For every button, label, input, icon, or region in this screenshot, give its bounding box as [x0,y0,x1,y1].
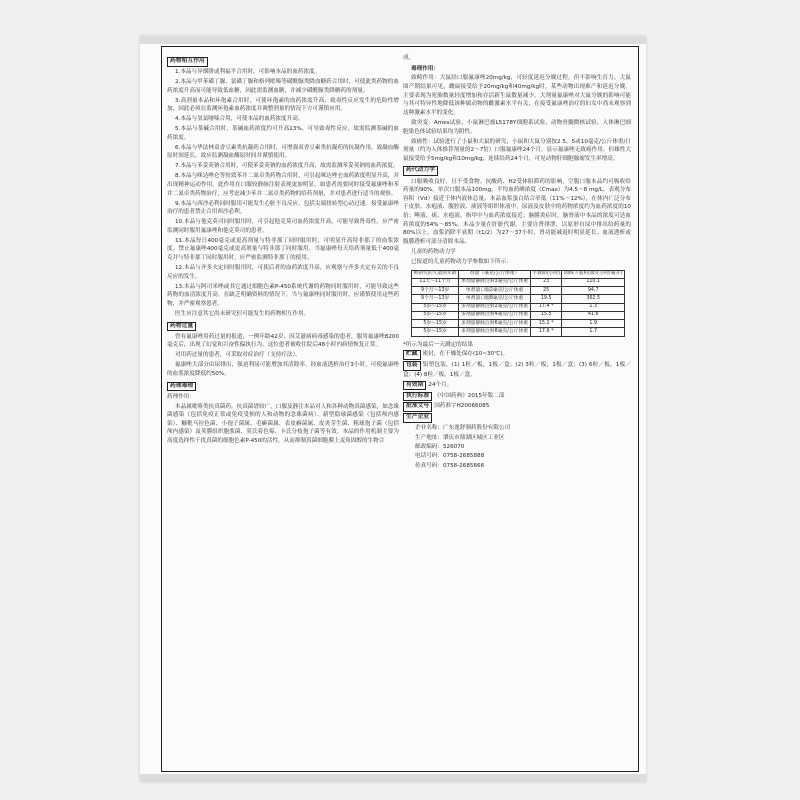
interaction-paragraph: 12.本品与齐多夫定同时服用时，可使后者的血药浓度升高，应观察与齐多夫定有关的不良反应的发生。 [167,265,399,280]
table-row [412,278,625,286]
approval-text: 国药准字H20066085 [434,403,490,410]
table-cell: 多剂量静脉注射6毫克/公斤体重 [459,320,531,328]
table-header-cell: 剂量（毫克/公斤体重） [459,270,531,278]
toxicology-section [167,382,399,392]
toxicity-paragraph: 致癌性：试验进行了小鼠和大鼠的研究，小鼠和大鼠分别按2.5、5或10毫克/公斤体重/日剂量（约为人体推荐剂量的2～7倍）口服氟康唑24个月，显示氟康唑无致癌作用。但雄性大鼠接受给予5mg/kg和10mg/kg，连续给药24个月，可见动物肝细胞腺瘤发生率增高。 [403,138,631,162]
table-cell: 110.1 [562,278,625,286]
approval-label: 批准文号 [403,402,432,412]
table-cell: 9个月～13岁 [412,287,459,295]
toxicity-paragraph: 致突变：Ames试验、小鼠淋巴瘤L5178Y细胞系试验、动物骨髓微核试验、人体淋巴细胞染色体试验结果均为阴性。 [403,119,631,135]
table-row [412,295,625,303]
table-cell: 41.6 [562,311,625,319]
interaction-paragraph: 4.本品与氢氯噻嗪合用，可使本品的血药浓度升高。 [175,116,304,123]
company-phone: 电话号码：0758-2685888 [415,453,485,460]
approval-row [403,402,631,412]
table-row [412,303,625,311]
table-cell: 5岁～15岁 [412,320,459,328]
table-row [412,328,625,336]
storage-row [403,350,631,360]
company-fax: 传真号码：0758-2685666 [415,462,485,469]
table-cell: 多剂量静脉注射8毫克/公斤体重 [459,328,531,336]
overdose-paragraph: 曾有氟康唑用药过量的报道，一例年龄42岁、因艾滋病病毒感染的患者，服用氟康唑8200毫克后，出现了幻觉和兴奋性偏执行为。这位患者被收住院后48小时内病情恢复正常。 [167,333,399,349]
manufacturer-label: 生产企业 [403,413,432,423]
table-cell: 15.2 * [530,320,561,328]
table-cell: 5岁～15岁 [412,303,459,311]
interaction-paragraph: 7.本品与苯妥英钠合用时，可使苯妥英钠的血药浓度升高，故需监测苯妥英钠的血药浓度。 [175,163,399,170]
interaction-paragraph: 医生应注意其它尚未研究但可能发生的药物相互作用。 [175,310,310,317]
storage-text: 密封，在干燥处保存(10~30℃)。 [422,351,509,358]
interaction-paragraph: 3.高剂量本品和环孢素合用时，可使环孢素的血药浓度升高，致毒性反应发生的危险性增加，因此必须在监测环孢素血药浓度并调整剂量的情况下方可谨慎应用。 [167,97,399,113]
interaction-paragraph: 13.本品与阿司米唑或其它通过细胞色素P-450系统代谢的药物同时服用时，可能导致这些药物的血清浓度升高。在缺乏明确资料的情况下，当与氟康唑同时服用时，应谨慎使用这些药物，并严密观察患者。 [167,283,399,307]
company-address: 生产地址：肇庆市鼎湖区城区工业区 [415,434,505,441]
table-body [412,278,625,336]
toxicity-list [403,74,631,163]
table-cell: 多剂量静脉注射2毫克/公斤体重 [459,303,531,311]
table-row [412,287,625,295]
right-column [403,54,631,471]
interaction-paragraph: 1.本品与异烟肼或利福平合用时，可影响本品的血药浓度。 [175,69,321,76]
pediatric-title: 儿童的药物动力学 [411,249,456,256]
table-cell: 11天～11个月 [412,278,459,286]
validity-row [403,381,631,391]
pediatric-intro: 已报道的儿童药物动力学参数如下所示： [411,259,512,265]
overdose-paragraph: 氟康唑大部分由尿排出，强迫利尿可能增加其清除率。经血液透析治疗3小时，可使氟康唑的血浆浓度降低约50%。 [167,362,399,377]
package-row [403,361,631,379]
interaction-paragraph: 2.本品与甲苯磺丁脲、氯磺丁脲和格列吡嗪等磺酰脲类降血糖药合用时，可使此类药物的血药浓度升高而可能导致低血糖，因此需监测血糖，并减少磺酰脲类降糖药的剂量。 [167,78,399,94]
table-cell: 25 [530,287,561,295]
interaction-paragraph: 9.本品与西沙必利同时服用可能发生心脏不良反应，包括尖端扭转型心动过速。接受氟康唑治疗的患者禁止合用西沙必利。 [167,200,399,216]
pk-paragraph: 口服吸收良好，且不受食物、抗酸药、H2受体阻滞药的影响。空腹口服本品约可吸收给药量的90%。单次口服本品100mg，平均血药峰浓度（Cmax）为4.5～8 mg/L，表观分布容积（Vd）接近于体内液体总量。本品血浆蛋白结合率低（11%～12%），在体内广泛分布于皮肤、水疱液、腹腔液、痰液等组织体液中，尿液及皮肤中的药物浓度约为血药浓度的10倍；唾液、痰、水疱液、指甲中与血药浓度接近；脑膜炎症时，脑脊液中本品的浓度可达血药浓度的54%～85%。本品少量在肝脏代谢，主要自肾排泄，以原形自尿中排出给药量的80%以上，血浆消除半衰期（t1/2）为27～37小时，肾功能减退时明显延长。血液透析或腹膜透析可部分清除本品。 [403,178,631,246]
package-label: 包装 [403,361,421,371]
table-cell: 17.6 * [530,328,561,336]
toxicity-title: 毒理作用： [411,65,439,72]
table-cell: 94.7 [562,287,625,295]
table-cell: 5岁～15岁 [412,328,459,336]
interactions-list [167,68,399,319]
table-cell: 单剂量静脉注射3毫克/公斤体重 [459,278,531,286]
table-cell: 15.5 [530,311,561,319]
interaction-paragraph: 8.本品与咪达唑仑等短效苯并二氮卓类药物合用时，可引起咪达唑仑血药浓度明显升高，并出现精神运动作用。此作用在口服较静脉注射表现更加明显，如患者需要同时接受氟康唑和苯并二氮卓类药物治疗，应考虑减少苯并二氮卓类药物的给药剂量，并对患者进行适当的观察。 [167,173,399,197]
storage-label: 贮藏 [403,350,421,360]
table-header-row [412,270,625,278]
overdose-section [167,322,399,332]
table-cell: 单剂量口服8毫克/公斤体重 [459,295,531,303]
table-cell: 5岁～15岁 [412,311,459,319]
toxicity-paragraph: 致畸作用：大鼠经口服氟康唑20mg/kg，可轻度延迟分娩过程，但不影响生育力。大鼠围产期结果可见，雌鼠接受给予20mg/kg和40mg/kg时，某些动物出现难产和延迟分娩。主要表现为死胎数量轻度增加和存活新生鼠数量减少。大剂量氟康唑对大鼠分娩的影响可能与其可特异性地降低该种属动物的雌激素水平有关，在接受氟康唑治疗的妇女中尚未观察到这种激素水平的变化。 [403,75,631,116]
validity-text: 24个月。 [428,381,453,388]
table-cell: 19.5 [530,295,561,303]
table-cell: 362.5 [562,295,625,303]
table-cell: 17.4 * [530,303,561,311]
pk-list [403,178,631,247]
table-header-cell: 被研究的儿童的年龄 [412,270,459,278]
table-cell: 9个月～13岁 [412,295,459,303]
section-heading: 药理毒理 [167,382,196,392]
pk-section [403,166,631,176]
interactions-section [167,57,399,67]
interaction-paragraph: 10.本品与他克莫司同时服用时，可引起他克莫司血药浓度升高，可能导致肾毒性。应严密监测同时服用氟康唑和他克莫司的患者。 [167,219,399,234]
table-cell: 1.9 [562,320,625,328]
overdose-paragraph: 对用药过量的患者，可采取对症治疗（支持疗法）。 [175,352,301,359]
overdose-list [167,333,399,379]
section-heading: 药代动力学 [403,166,438,176]
standard-text: 《中国药典》2015年版二部 [434,392,505,399]
table-cell: 1.7 [562,328,625,336]
section-heading: 药物过量 [167,322,196,332]
company-postcode: 邮政编码：526070 [415,444,465,451]
standard-label: 执行标准 [403,392,432,402]
table-cell: 单剂量口服2毫克/公斤体重 [459,287,531,295]
table-cell: 1.3 [562,303,625,311]
package-text: 铝塑包装，(1) 1粒／板，1板／盒；(2) 3粒／板，1板／盒；(3) 6粒／板，1板／盒；(4) 8粒／板，1板／盒。 [403,362,631,378]
bottom-fold-shadow [140,774,646,782]
table-header-cell: 半衰期(小时) [530,270,561,278]
table-footnote: *所示为最后一天测定的结果 [403,341,473,348]
top-fold-shadow [140,36,646,44]
continuation-text: 成。 [403,55,415,61]
left-column [167,54,399,447]
interaction-paragraph: 11.本品每日400毫克或更高剂量与特非那丁同时服用时，可明显升高特非那丁的血浆浓度。禁止氟康唑400毫克或更高剂量与特非那丁同时服用。当氟康唑每天给药剂量低于400毫克并与特非那丁同时服用时，应严密监测特非那丁的使用。 [167,237,399,262]
standard-row [403,392,631,402]
table-cell: 23 [530,278,561,286]
manufacturer-row [403,413,631,423]
section-heading: 药物相互作用 [167,57,208,67]
table-row [412,320,625,328]
table-row [412,311,625,319]
table-header-cell: 曲线下面积(微克小时/毫升) [562,270,625,278]
interaction-paragraph: 5.本品与茶碱合用时，茶碱血药浓度约可升高13%，可导致毒性反应，故需监测茶碱的血药浓度。 [167,126,399,141]
pharmacology-text: 本品属吡咯类抗真菌药。抗真菌谱较广，口服及静注本品对人和各种动物真菌感染，如念珠菌感染（包括免疫正常或免疫受损的人和动物的念珠菌病）、新型隐球菌感染（包括颅内感染）、糠秕马拉色菌、小孢子菌属、毛癣菌属、表皮癣菌属、皮炎芽生菌、粗球孢子菌（包括颅内感染）及荚膜组织胞浆菌、荚氏着色霉、卡氏分枝孢子菌等有效。本品的作用机制主要为高度选择性干扰真菌的细胞色素P-450的活性，从而抑制真菌细胞膜上麦角固醇的生物合 [167,403,399,445]
interaction-paragraph: 6.本品与华法林双香豆素类抗凝药合用时，可增强双香豆素类抗凝药的抗凝作用，致凝血酶原时间延长，故应监测凝血酶原时间并谨慎使用。 [167,144,399,160]
pediatric-pk-table [411,270,625,337]
validity-label: 有效期 [403,381,426,391]
pharmacology-title: 药理作用： [167,393,195,400]
table-cell: 多剂量静脉注射4毫克/公斤体重 [459,311,531,319]
company-name: 企业名称：广东逸舒制药股份有限公司 [415,425,511,432]
